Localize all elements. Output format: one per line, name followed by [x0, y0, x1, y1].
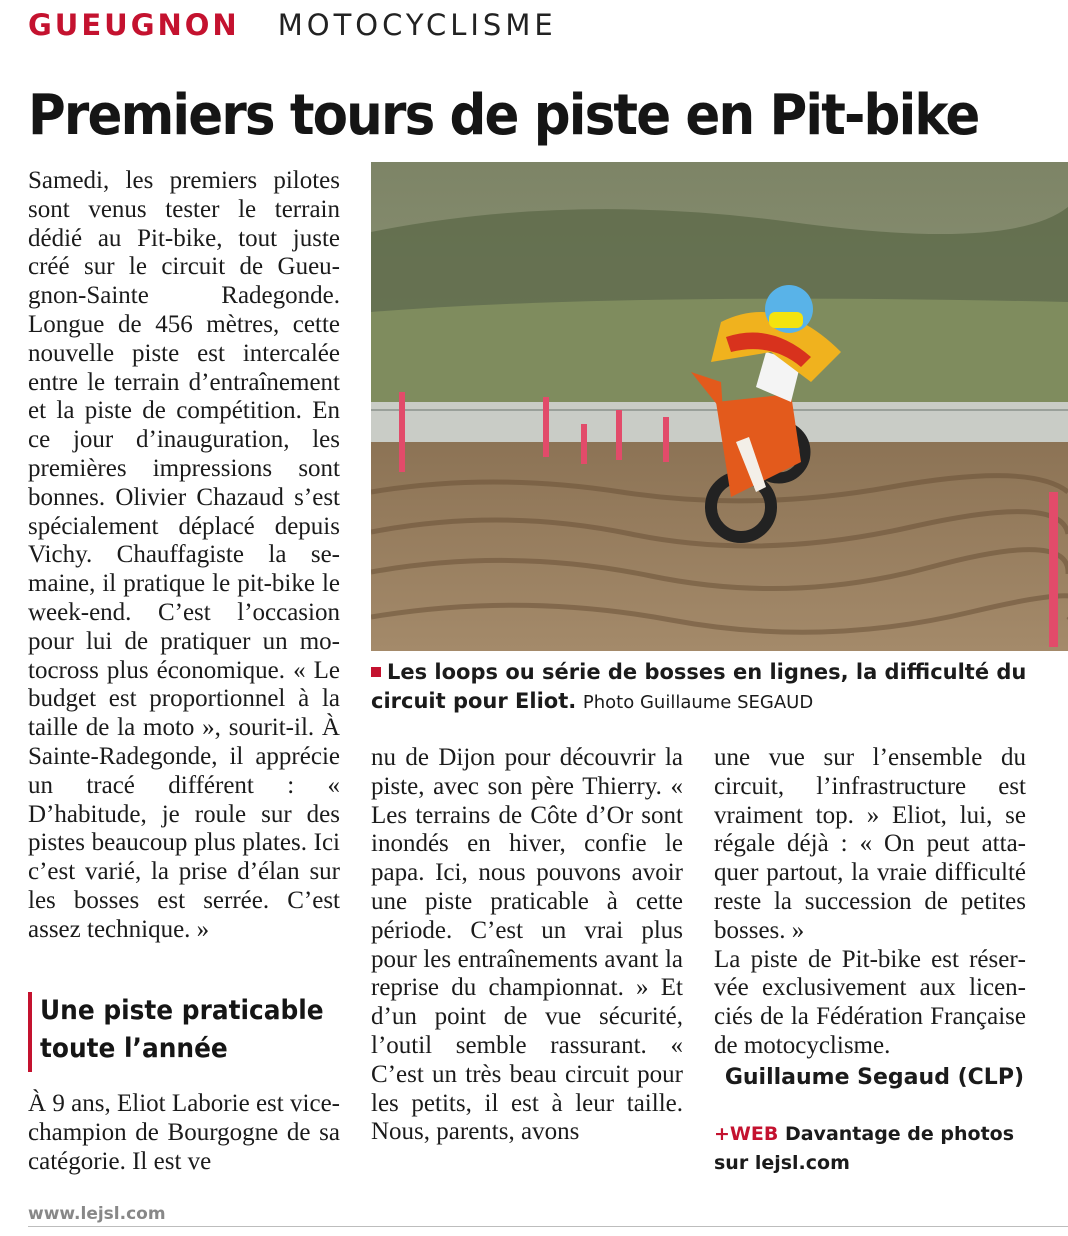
kicker [28, 8, 557, 52]
web-prefix: +WEB [714, 1123, 779, 1145]
paragraph: À 9 ans, Eliot Laborie est vice-champion de Bourgogne de sa catégorie. Il est ve [28, 1090, 340, 1175]
caption-text: Les loops ou série de bosses en lignes, la difficulté du circuit pour Eliot. [371, 660, 1027, 713]
web-line2[interactable]: sur lejsl.com [714, 1152, 850, 1174]
paragraph: La piste de Pit-bike est réservée exclusivement aux licenciés de la Fédération Française de motocyclisme. [714, 945, 1026, 1059]
subheading-line: toute l’année [40, 1033, 228, 1064]
photo-illustration [371, 162, 1068, 651]
article-headline: Premiers tours de piste en Pit-bike [28, 83, 979, 148]
paragraph: Samedi, les premiers pilotes sont venus tester le terrain dédié au Pit-bike, tout juste créé sur le circuit de Gueugnon-Sainte Radegonde. Longue de 456 mètres, cette nouvelle piste est intercalée entre le terrain d’entraînement et la piste de compétition. En ce jour d’inauguration, les premières impressions sont bonnes. Olivier Chazaud s’est spécialement déplacé depuis Vichy. Chauffagiste la semaine, il pratique le pit-bike le week-end. C’est l’occasion pour lui de pratiquer un motocross plus économique. « Le budget est proportionnel à la taille de la moto », sourit-il. À Sainte-Radegonde, il apprécie un tracé différent : « D’habitude, je roule sur des pistes beaucoup plus plates. Ici c’est varié, la prise d’élan sur les bosses est serrée. C’est assez technique. » [28, 167, 340, 943]
section-rubric: MOTOCYCLISME [277, 8, 557, 42]
subheading-line: Une piste praticable [40, 995, 324, 1026]
article-subheading [28, 992, 340, 1072]
caption-square-icon [371, 667, 381, 677]
author-signature: Guillaume Segaud (CLP) [724, 1064, 1024, 1090]
footer-divider [28, 1226, 1068, 1227]
photo-credit: Photo Guillaume SEGAUD [582, 692, 814, 713]
paragraph: nu de Dijon pour découvrir la piste, avec son père Thierry. « Les terrains de Côte d’Or sont inondés en hiver, confie le papa. Ici, nous pouvons avoir une piste praticable à cette période. C’est un vrai plus pour les entraînements avant la reprise du championnat. » Et d’un point de vue sécurité, l’outil semble rassurant. « C’est un très beau circuit pour les petits, il est à leur taille. Nous, parents, avons [371, 744, 683, 1146]
article-column-2 [371, 744, 683, 1147]
footer-site-link[interactable]: www.lejsl.com [28, 1204, 166, 1224]
section-city: GUEUGNON [28, 8, 240, 42]
article-column-1 [28, 167, 340, 945]
motocross-photo [371, 162, 1068, 651]
paragraph: une vue sur l’ensemble du circuit, l’infrastructure est vraiment top. » Eliot, lui, se régale déjà : « On peut attaquer partout, la vraie difficulté reste la succession de petites bosses. » [714, 744, 1026, 944]
web-promo[interactable] [714, 1120, 1026, 1178]
web-line1: Davantage de photos [784, 1123, 1015, 1145]
photo-caption [371, 658, 1068, 717]
article-column-3 [714, 744, 1026, 1093]
article-column-1-continued [28, 1090, 340, 1176]
